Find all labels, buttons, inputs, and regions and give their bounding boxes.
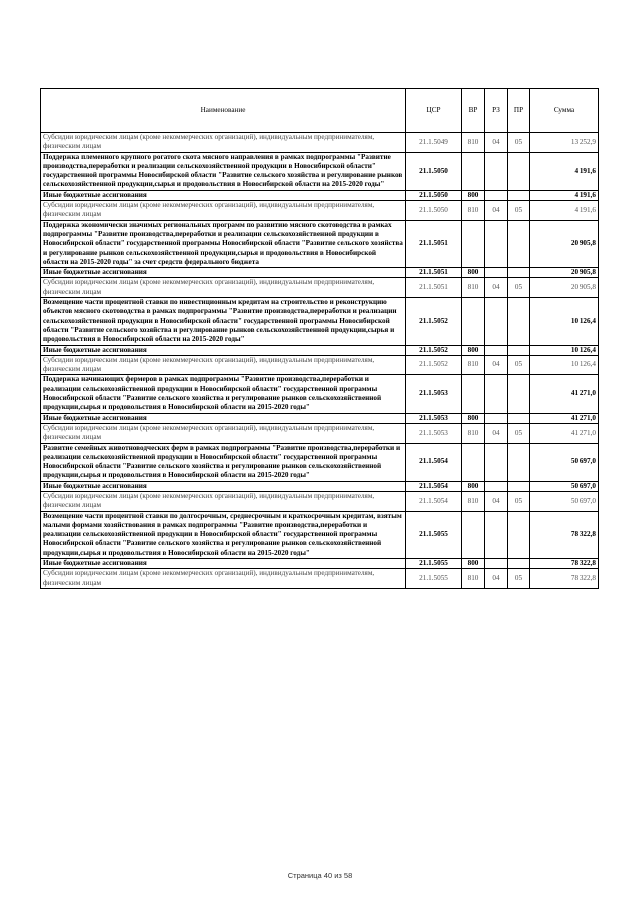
cell-sum: 4 191,6 (530, 190, 599, 200)
cell-vr: 810 (462, 355, 485, 375)
cell-sum: 50 697,0 (530, 491, 599, 511)
cell-csr: 21.1.5051 (406, 220, 462, 267)
cell-rz: 04 (485, 278, 508, 298)
cell-csr: 21.1.5053 (406, 375, 462, 413)
cell-rz (485, 298, 508, 345)
header-sum: Сумма (530, 89, 599, 133)
cell-vr: 800 (462, 345, 485, 355)
cell-rz: 04 (485, 569, 508, 589)
table-row (41, 423, 599, 443)
cell-sum: 41 271,0 (530, 375, 599, 413)
cell-pr (508, 268, 530, 278)
cell-pr (508, 298, 530, 345)
cell-csr: 21.1.5050 (406, 201, 462, 221)
cell-rz (485, 220, 508, 267)
cell-name: Поддержка племенного крупного рогатого скота мясного направления в рамках подпрограммы "Развитие производства,переработки и реализации сельскохозяйственной продукции в Новосибирской области" государственной программы Новосибирской области "Развитие сельского хозяйства и регулирование рынков сельскохозяйственной продукции,сырья и продовольствия в Новосибирской области на 2015-2020 годы" (41, 152, 406, 190)
cell-rz (485, 152, 508, 190)
cell-vr: 810 (462, 278, 485, 298)
cell-rz (485, 375, 508, 413)
table-row (41, 133, 599, 153)
cell-sum: 50 697,0 (530, 443, 599, 481)
cell-csr: 21.1.5052 (406, 345, 462, 355)
cell-sum: 41 271,0 (530, 413, 599, 423)
cell-vr: 810 (462, 423, 485, 443)
cell-pr (508, 345, 530, 355)
cell-vr: 800 (462, 481, 485, 491)
cell-csr: 21.1.5052 (406, 355, 462, 375)
table-row (41, 298, 599, 345)
cell-pr (508, 190, 530, 200)
header-rz: РЗ (485, 89, 508, 133)
cell-rz: 04 (485, 355, 508, 375)
cell-pr (508, 413, 530, 423)
page-number: Страница 40 из 58 (287, 871, 353, 880)
cell-vr: 800 (462, 559, 485, 569)
cell-csr: 21.1.5055 (406, 511, 462, 558)
table-row (41, 268, 599, 278)
cell-name: Развитие семейных животноводческих ферм в рамках подпрограммы "Развитие производства,переработки и реализации сельскохозяйственной продукции в Новосибирской области" государственной программы Новосибирской области "Развитие сельского хозяйства и регулирование рынков сельскохозяйственной продукции,сырья и продовольствия в Новосибирской области на 2015-2020 годы" (41, 443, 406, 481)
table-row (41, 491, 599, 511)
cell-pr (508, 511, 530, 558)
cell-pr (508, 481, 530, 491)
table-row (41, 190, 599, 200)
table-row (41, 569, 599, 589)
cell-name: Субсидии юридическим лицам (кроме некоммерческих организаций), индивидуальным предпринимателям, физическим лицам (41, 355, 406, 375)
table-row (41, 345, 599, 355)
cell-sum: 13 252,9 (530, 133, 599, 153)
cell-csr: 21.1.5055 (406, 569, 462, 589)
cell-sum: 10 126,4 (530, 298, 599, 345)
cell-sum: 78 322,8 (530, 511, 599, 558)
cell-rz (485, 443, 508, 481)
table-row (41, 413, 599, 423)
cell-csr: 21.1.5050 (406, 152, 462, 190)
cell-rz (485, 413, 508, 423)
cell-pr (508, 559, 530, 569)
cell-csr: 21.1.5049 (406, 133, 462, 153)
cell-name: Поддержка экономически значимых региональных программ по развитию мясного скотоводства в рамках подпрограммы "Развитие производства,переработки и реализации сельскохозяйственной продукции в Новосибирской области" государственной программы Новосибирской области "Развитие сельского хозяйства и регулирование рынков сельскохозяйственной продукции,сырья и продовольствия в Новосибирской области на 2015-2020 годы" за счет средств федерального бюджета (41, 220, 406, 267)
cell-vr: 810 (462, 201, 485, 221)
cell-name: Субсидии юридическим лицам (кроме некоммерческих организаций), индивидуальным предпринимателям, физическим лицам (41, 278, 406, 298)
cell-csr: 21.1.5054 (406, 481, 462, 491)
cell-rz (485, 345, 508, 355)
table-row (41, 201, 599, 221)
cell-vr: 810 (462, 133, 485, 153)
cell-csr: 21.1.5053 (406, 413, 462, 423)
header-csr: ЦСР (406, 89, 462, 133)
cell-sum: 10 126,4 (530, 355, 599, 375)
cell-name: Иные бюджетные ассигнования (41, 190, 406, 200)
cell-pr (508, 152, 530, 190)
cell-vr: 800 (462, 190, 485, 200)
cell-name: Иные бюджетные ассигнования (41, 559, 406, 569)
cell-sum: 20 905,8 (530, 268, 599, 278)
cell-name: Субсидии юридическим лицам (кроме некоммерческих организаций), индивидуальным предпринимателям, физическим лицам (41, 201, 406, 221)
cell-rz: 04 (485, 423, 508, 443)
table-row (41, 511, 599, 558)
cell-csr: 21.1.5051 (406, 268, 462, 278)
cell-sum: 4 191,6 (530, 152, 599, 190)
cell-vr (462, 152, 485, 190)
table-body (41, 133, 599, 589)
cell-csr: 21.1.5051 (406, 278, 462, 298)
cell-vr: 800 (462, 413, 485, 423)
table-row (41, 220, 599, 267)
cell-vr (462, 511, 485, 558)
cell-pr: 05 (508, 355, 530, 375)
cell-vr (462, 298, 485, 345)
cell-csr: 21.1.5053 (406, 423, 462, 443)
cell-csr: 21.1.5050 (406, 190, 462, 200)
cell-rz (485, 481, 508, 491)
cell-rz (485, 268, 508, 278)
cell-name: Иные бюджетные ассигнования (41, 345, 406, 355)
cell-name: Возмещение части процентной ставки по долгосрочным, среднесрочным и краткосрочным кредитам, взятым малыми формами хозяйствования в рамках подпрограммы "Развитие производства,переработки и реализации сельскохозяйственной продукции в Новосибирской области" государственной программы Новосибирской области "Развитие сельского хозяйства и регулирование рынков сельскохозяйственной продукции,сырья и продовольствия в Новосибирской области на 2015-2020 годы" (41, 511, 406, 558)
cell-rz (485, 190, 508, 200)
cell-pr: 05 (508, 423, 530, 443)
table-row (41, 559, 599, 569)
cell-pr: 05 (508, 569, 530, 589)
header-vr: ВР (462, 89, 485, 133)
cell-rz: 04 (485, 201, 508, 221)
cell-name: Иные бюджетные ассигнования (41, 413, 406, 423)
table-row (41, 375, 599, 413)
cell-name: Субсидии юридическим лицам (кроме некоммерческих организаций), индивидуальным предпринимателям, физическим лицам (41, 423, 406, 443)
table-row (41, 355, 599, 375)
cell-rz: 04 (485, 491, 508, 511)
cell-pr: 05 (508, 491, 530, 511)
cell-csr: 21.1.5054 (406, 443, 462, 481)
cell-pr: 05 (508, 133, 530, 153)
cell-rz: 04 (485, 133, 508, 153)
table-row (41, 481, 599, 491)
table-row (41, 152, 599, 190)
cell-pr: 05 (508, 278, 530, 298)
cell-sum: 10 126,4 (530, 345, 599, 355)
cell-pr (508, 443, 530, 481)
cell-pr: 05 (508, 201, 530, 221)
cell-vr: 810 (462, 569, 485, 589)
cell-name: Поддержка начинающих фермеров в рамках подпрограммы "Развитие производства,переработки и реализации сельскохозяйственной продукции в Новосибирской области" государственной программы Новосибирской области "Развитие сельского хозяйства и регулирование рынков сельскохозяйственной продукции,сырья и продовольствия в Новосибирской области на 2015-2020 годы" (41, 375, 406, 413)
cell-name: Иные бюджетные ассигнования (41, 268, 406, 278)
cell-sum: 78 322,8 (530, 559, 599, 569)
cell-name: Возмещение части процентной ставки по инвестиционным кредитам на строительство и реконструкцию объектов мясного скотоводства в рамках подпрограммы "Развитие производства,переработки и реализации сельскохозяйственной продукции в Новосибирской области" государственной программы Новосибирской области "Развитие сельского хозяйства и регулирование рынков сельскохозяйственной продукции,сырья и продовольствия в Новосибирской области на 2015-2020 годы" (41, 298, 406, 345)
table-row (41, 443, 599, 481)
cell-csr: 21.1.5052 (406, 298, 462, 345)
table-row (41, 278, 599, 298)
table-header-row (41, 89, 599, 133)
cell-rz (485, 559, 508, 569)
cell-name: Субсидии юридическим лицам (кроме некоммерческих организаций), индивидуальным предпринимателям, физическим лицам (41, 491, 406, 511)
cell-sum: 50 697,0 (530, 481, 599, 491)
cell-name: Субсидии юридическим лицам (кроме некоммерческих организаций), индивидуальным предпринимателям, физическим лицам (41, 569, 406, 589)
cell-rz (485, 511, 508, 558)
cell-vr (462, 220, 485, 267)
cell-name: Иные бюджетные ассигнования (41, 481, 406, 491)
cell-sum: 41 271,0 (530, 423, 599, 443)
cell-sum: 20 905,8 (530, 278, 599, 298)
cell-sum: 4 191,6 (530, 201, 599, 221)
budget-table (40, 88, 599, 589)
cell-pr (508, 375, 530, 413)
cell-pr (508, 220, 530, 267)
cell-sum: 78 322,8 (530, 569, 599, 589)
header-name: Наименование (41, 89, 406, 133)
cell-vr: 810 (462, 491, 485, 511)
cell-csr: 21.1.5054 (406, 491, 462, 511)
cell-sum: 20 905,8 (530, 220, 599, 267)
cell-vr: 800 (462, 268, 485, 278)
cell-name: Субсидии юридическим лицам (кроме некоммерческих организаций), индивидуальным предпринимателям, физическим лицам (41, 133, 406, 153)
cell-csr: 21.1.5055 (406, 559, 462, 569)
cell-vr (462, 443, 485, 481)
header-pr: ПР (508, 89, 530, 133)
cell-vr (462, 375, 485, 413)
